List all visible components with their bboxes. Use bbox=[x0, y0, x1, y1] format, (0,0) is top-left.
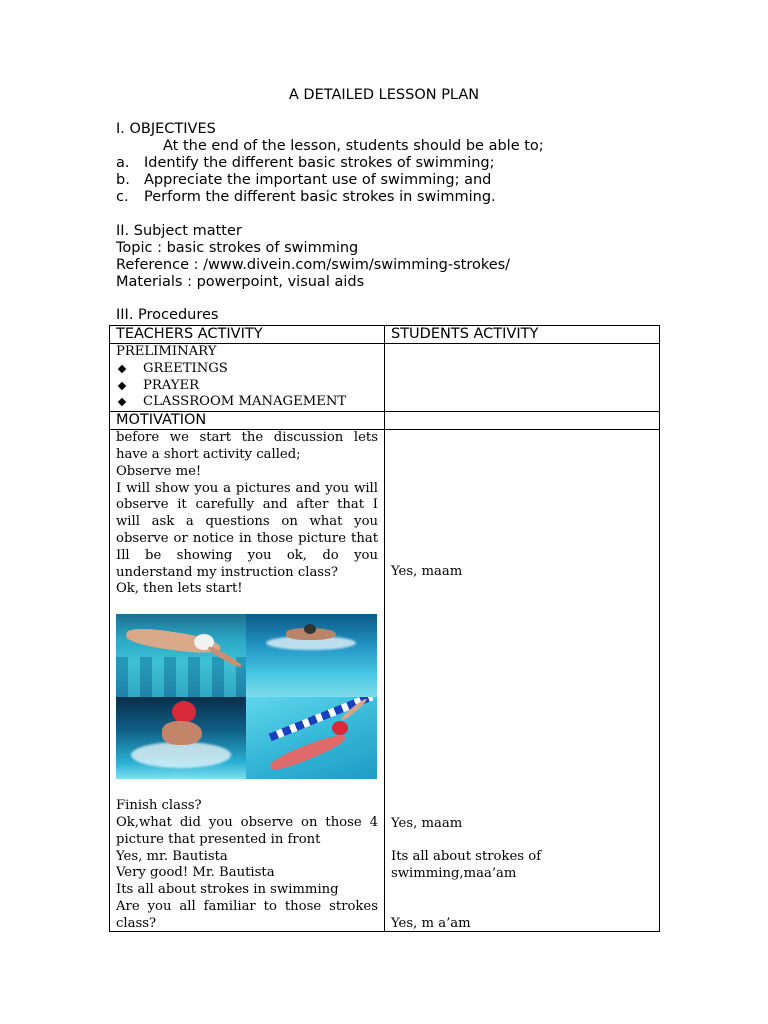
motivation-intro-text: before we start the discussion lets have a short activity called; bbox=[116, 430, 378, 462]
backstroke-swimmer-photo bbox=[246, 697, 377, 779]
lets-start-text: Ok, then lets start! bbox=[116, 581, 243, 597]
objectives-heading: I. OBJECTIVES bbox=[116, 121, 216, 137]
swimming-photo-collage bbox=[116, 614, 377, 779]
objectives-section bbox=[116, 121, 544, 206]
instruction-text: I will show you a pictures and you will observe it carefully and after that I will ask a questions on what you observe or notice in those picture that Ill be showing you ok, do you understand my instruction class? bbox=[116, 480, 378, 580]
breaststroke-swimmer-photo bbox=[116, 697, 246, 779]
observe-me-text: Observe me! bbox=[116, 463, 202, 479]
document-title: A DETAILED LESSON PLAN bbox=[288, 87, 480, 103]
preliminary-cell bbox=[110, 344, 385, 412]
objective-text: Appreciate the important use of swimming; and bbox=[144, 172, 492, 188]
teachers-activity-header: TEACHERS ACTIVITY bbox=[110, 326, 385, 344]
student-response: Yes, m a’am bbox=[391, 916, 471, 932]
students-activity-header: STUDENTS ACTIVITY bbox=[385, 326, 660, 344]
topic-line: Topic : basic strokes of swimming bbox=[116, 240, 359, 256]
procedures-table bbox=[109, 325, 660, 932]
preliminary-label: PRELIMINARY bbox=[116, 344, 217, 359]
objective-item bbox=[116, 155, 544, 172]
objectives-intro: At the end of the lesson, students should be able to; bbox=[163, 138, 544, 154]
finish-class-text: Finish class? bbox=[116, 798, 202, 814]
student-response: Yes, maam bbox=[391, 816, 463, 832]
list-item-label: PRAYER bbox=[143, 377, 200, 393]
list-item bbox=[116, 361, 378, 378]
objective-item bbox=[116, 189, 544, 206]
motivation-followup bbox=[116, 798, 378, 932]
motivation-student-responses bbox=[385, 430, 660, 932]
preliminary-row bbox=[110, 344, 660, 412]
subject-matter-section bbox=[116, 223, 510, 291]
student-response: Its all about strokes of swimming,maa’am bbox=[391, 849, 542, 881]
motivation-teacher-cell bbox=[110, 430, 385, 932]
familiar-question-text: Are you all familiar to those strokes class? bbox=[116, 898, 378, 931]
butterfly-swimmer-photo bbox=[246, 614, 377, 697]
list-item bbox=[116, 378, 378, 395]
procedures-heading: III. Procedures bbox=[116, 307, 219, 323]
motivation-label: MOTIVATION bbox=[110, 412, 385, 430]
list-item-label: CLASSROOM MANAGEMENT bbox=[143, 394, 347, 410]
motivation-row bbox=[110, 430, 660, 932]
list-item-label: GREETINGS bbox=[143, 360, 228, 376]
objective-text: Identify the different basic strokes of swimming; bbox=[144, 155, 495, 171]
diamond-bullet-icon bbox=[118, 365, 126, 373]
diamond-bullet-icon bbox=[118, 398, 126, 406]
freestyle-swimmer-photo bbox=[116, 614, 246, 697]
materials-line: Materials : powerpoint, visual aids bbox=[116, 274, 365, 290]
table-header-row bbox=[110, 326, 660, 344]
list-item bbox=[116, 394, 378, 411]
objective-letter: b. bbox=[116, 172, 130, 188]
objective-letter: a. bbox=[116, 155, 130, 171]
objective-item bbox=[116, 172, 544, 189]
very-good-text: Very good! Mr. Bautista bbox=[116, 865, 275, 881]
observe-question-text: Ok,what did you observe on those 4 picture that presented in front bbox=[116, 814, 378, 847]
motivation-label-row bbox=[110, 412, 660, 430]
yes-mr-text: Yes, mr. Bautista bbox=[116, 848, 228, 864]
preliminary-list bbox=[116, 361, 378, 411]
student-response: Yes, maam bbox=[391, 564, 463, 580]
reference-line: Reference : /www.divein.com/swim/swimming-strokes/ bbox=[116, 257, 511, 273]
motivation-student-cell bbox=[385, 412, 660, 430]
subject-matter-heading: II. Subject matter bbox=[116, 223, 242, 239]
objective-letter: c. bbox=[116, 189, 129, 205]
preliminary-student-cell bbox=[385, 344, 660, 412]
about-strokes-text: Its all about strokes in swimming bbox=[116, 882, 339, 898]
diamond-bullet-icon bbox=[118, 381, 126, 389]
objective-text: Perform the different basic strokes in swimming. bbox=[144, 189, 496, 205]
